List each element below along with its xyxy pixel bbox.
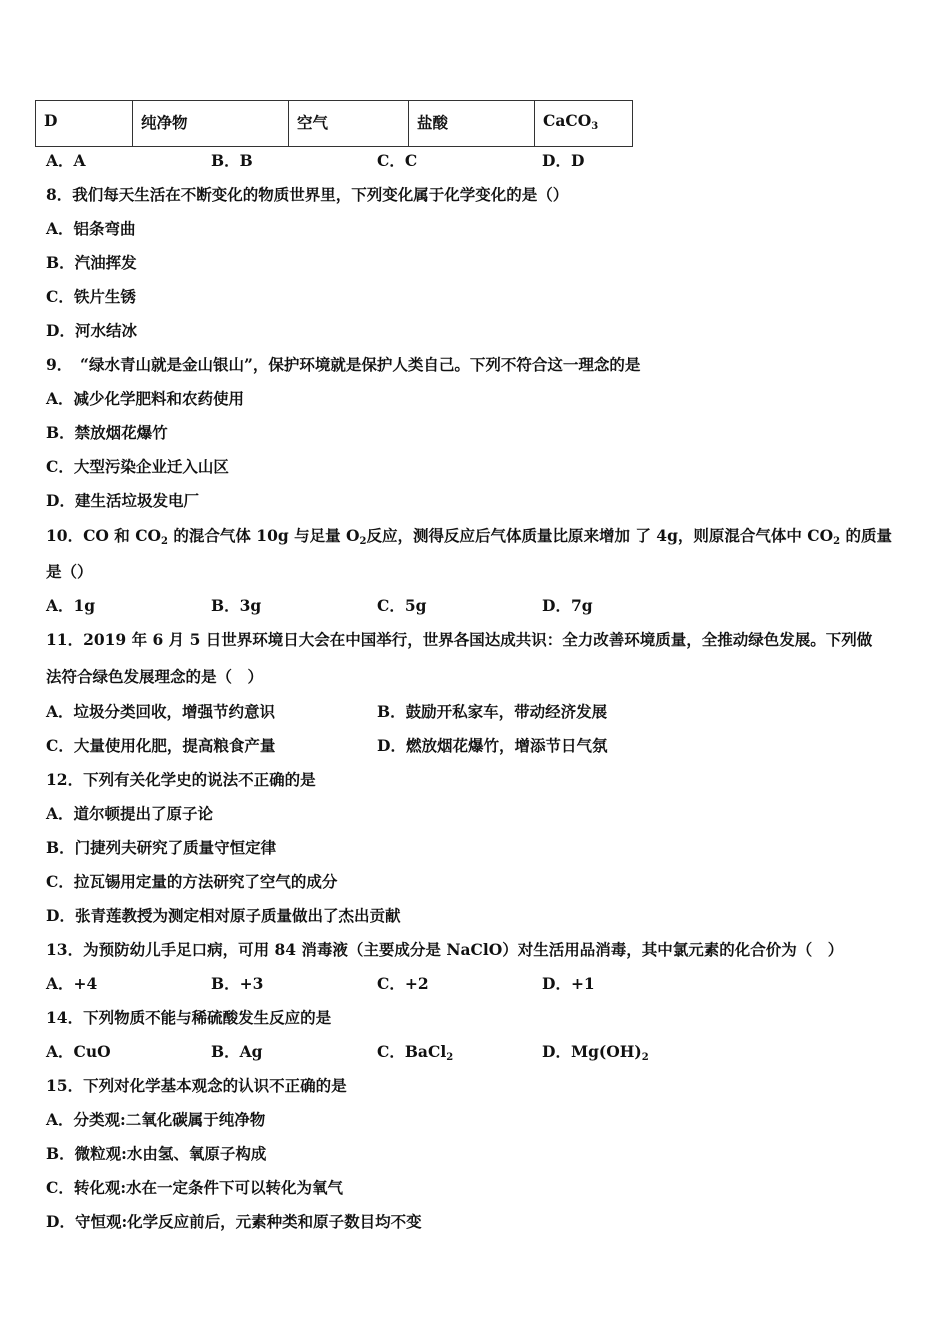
option-a: A．A [46, 151, 86, 170]
option-c: C．大型污染企业迁入山区 [46, 457, 229, 476]
option-d: D．守恒观:化学反应前后，元素种类和原子数目均不变 [46, 1212, 422, 1231]
option-c: C．铁片生锈 [46, 287, 136, 306]
option-c: C．+2 [377, 974, 429, 993]
table-cell [535, 101, 633, 147]
option-c [377, 1042, 453, 1062]
stem-text: 反应，测得反应后气体质量比原来增加 了 4g，则原混合气体中 CO [366, 526, 834, 545]
option-d: D．7g [542, 596, 593, 615]
option-c: C．5g [377, 596, 427, 615]
question-9-stem: 9． “绿水青山就是金山银山”，保护环境就是保护人类自己。下列不符合这一理念的是 [46, 355, 641, 374]
option-d: D．张青莲教授为测定相对原子质量做出了杰出贡献 [46, 906, 401, 925]
question-10-stem-line2: 是（） [46, 562, 93, 581]
option-b: B．B [211, 151, 253, 170]
option-d: D．D [542, 151, 585, 170]
option-a: A．垃圾分类回收，增强节约意识 [46, 702, 276, 721]
question-12-stem: 12．下列有关化学史的说法不正确的是 [46, 770, 316, 789]
option-c: C．C [377, 151, 418, 170]
option-a: A．分类观:二氧化碳属于纯净物 [46, 1110, 266, 1129]
table-cell: 空气 [289, 101, 409, 147]
option-d [542, 1042, 649, 1062]
option-c: C．拉瓦锡用定量的方法研究了空气的成分 [46, 872, 338, 891]
question-8-stem: 8．我们每天生活在不断变化的物质世界里，下列变化属于化学变化的是（） [46, 185, 569, 204]
option-a: A．减少化学肥料和农药使用 [46, 389, 245, 408]
option-a: A．道尔顿提出了原子论 [46, 804, 214, 823]
option-b: B．鼓励开私家车，带动经济发展 [377, 702, 608, 721]
subscript: 2 [833, 536, 841, 547]
question-11-stem: 11．2019 年 6 月 5 日世界环境日大会在中国举行，世界各国达成共识：全力改善环境质量，全推动绿色发展。下列做 [46, 630, 873, 649]
option-d: D．+1 [542, 974, 595, 993]
option-a: A．CuO [46, 1042, 111, 1061]
option-text: C．BaCl [377, 1042, 447, 1061]
option-b: B．禁放烟花爆竹 [46, 423, 168, 442]
formula-subscript: 3 [591, 121, 599, 132]
stem-text: 10．CO 和 CO [46, 526, 162, 545]
option-b: B．Ag [211, 1042, 263, 1061]
option-a: A．铝条弯曲 [46, 219, 136, 238]
table-row [36, 101, 633, 147]
option-a: A．+4 [46, 974, 98, 993]
option-b: B．门捷列夫研究了质量守恒定律 [46, 838, 277, 857]
stem-text: 的质量 [840, 526, 893, 545]
answer-table [35, 100, 633, 147]
subscript: 2 [161, 536, 169, 547]
option-d: D．燃放烟花爆竹，增添节日气氛 [377, 736, 608, 755]
question-15-stem: 15．下列对化学基本观念的认识不正确的是 [46, 1076, 347, 1095]
table-cell: 纯净物 [133, 101, 289, 147]
option-b: B．+3 [211, 974, 264, 993]
option-text: D．Mg(OH) [542, 1042, 642, 1061]
question-11-stem-line2: 法符合绿色发展理念的是（ ） [46, 667, 264, 686]
question-10-stem [46, 526, 892, 546]
question-13-stem: 13．为预防幼儿手足口病，可用 84 消毒液（主要成分是 NaClO）对生活用品消毒，其中氯元素的化合价为（ ） [46, 940, 844, 959]
subscript: 2 [446, 1052, 454, 1063]
option-c: C．转化观:水在一定条件下可以转化为氧气 [46, 1178, 344, 1197]
formula-text: CaCO [543, 111, 592, 130]
question-14-stem: 14．下列物质不能与稀硫酸发生反应的是 [46, 1008, 332, 1027]
table-cell: D [36, 101, 133, 147]
subscript: 2 [359, 536, 367, 547]
option-b: B．微粒观:水由氢、氧原子构成 [46, 1144, 267, 1163]
subscript: 2 [641, 1052, 649, 1063]
table-cell: 盐酸 [409, 101, 535, 147]
option-b: B．3g [211, 596, 262, 615]
option-d: D．河水结冰 [46, 321, 137, 340]
option-b: B．汽油挥发 [46, 253, 137, 272]
option-d: D．建生活垃圾发电厂 [46, 491, 199, 510]
stem-text: 的混合气体 10g 与足量 O [168, 526, 360, 545]
option-a: A．1g [46, 596, 96, 615]
option-c: C．大量使用化肥，提高粮食产量 [46, 736, 276, 755]
